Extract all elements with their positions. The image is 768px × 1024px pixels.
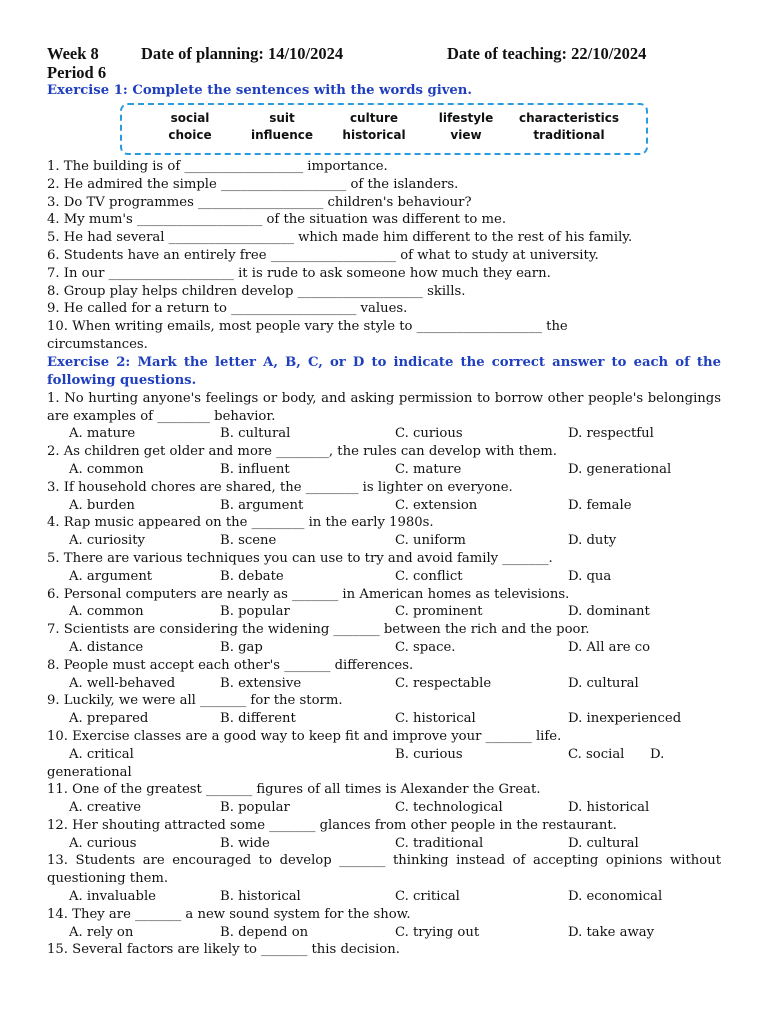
teaching-date: Date of teaching: 22/10/2024 xyxy=(447,44,647,63)
option-d: D. economical xyxy=(568,889,663,905)
week-label: Week 8 xyxy=(47,44,99,63)
options-row xyxy=(47,532,721,550)
sentence: 1. The building is of __________________ importance. xyxy=(47,159,388,174)
options-row xyxy=(47,461,721,479)
option-c: C. technological xyxy=(395,800,503,816)
word-box xyxy=(120,103,648,155)
option-c: C. critical xyxy=(395,889,460,905)
option-c: C. social xyxy=(568,746,625,762)
option-a: A. distance xyxy=(69,639,144,655)
question-text: 6. Personal computers are nearly as _______ in American homes as televisions. xyxy=(47,586,570,602)
option-c: C. prominent xyxy=(395,604,483,620)
options-row xyxy=(47,710,721,728)
sentence: 8. Group play helps children develop ___________________ skills. xyxy=(47,283,466,299)
option-a: A. rely on xyxy=(69,924,134,940)
word-row xyxy=(122,111,646,129)
exercise2-questions xyxy=(47,390,721,960)
option-a: A. curious xyxy=(69,835,137,851)
option-a: A. argument xyxy=(69,568,153,584)
options-row xyxy=(47,497,721,515)
option-a: A. creative xyxy=(69,800,142,816)
question-text: 15. Several factors are likely to _______ this decision. xyxy=(47,942,400,958)
option-d: D. take away xyxy=(568,924,655,940)
sentence: 5. He had several ___________________ which made him different to the rest of his family. xyxy=(47,230,633,246)
option-b: B. influent xyxy=(220,461,290,477)
option-c: C. uniform xyxy=(395,533,466,549)
option-a: A. common xyxy=(69,461,144,477)
option-d: D. historical xyxy=(568,800,650,816)
exercise2-title: Exercise 2: Mark the letter A, B, C, or D to indicate the correct answer to each of the following questions. xyxy=(47,354,721,388)
exercise1-title: Exercise 1: Complete the sentences with the words given. xyxy=(47,83,472,98)
sentence: 3. Do TV programmes ___________________ children's behaviour? xyxy=(47,194,472,210)
option-c: C. mature xyxy=(395,461,462,477)
word: culture xyxy=(349,111,399,125)
option-d: D. All are co xyxy=(568,639,651,655)
option-c: C. traditional xyxy=(395,835,484,851)
options-row xyxy=(47,799,721,817)
question-text: 12. Her shouting attracted some _______ glances from other people in the restaurant. xyxy=(47,817,617,833)
word: influence xyxy=(250,128,314,142)
option-b: B. curious xyxy=(395,746,463,762)
word: social xyxy=(170,111,210,125)
option-b: B. gap xyxy=(220,639,263,655)
option-b: B. popular xyxy=(220,800,290,816)
question-text: 10. Exercise classes are a good way to keep fit and improve your _______ life. xyxy=(47,728,562,744)
option-d: D. respectful xyxy=(568,426,654,442)
option-b: B. argument xyxy=(220,497,304,513)
options-row xyxy=(47,888,721,906)
option-a: A. common xyxy=(69,604,144,620)
question-text: 9. Luckily, we were all _______ for the storm. xyxy=(47,693,343,709)
option-d: D. generational xyxy=(568,461,672,477)
option-b: B. debate xyxy=(220,568,284,584)
option-b: B. popular xyxy=(220,604,290,620)
option-c: C. curious xyxy=(395,426,463,442)
options-row xyxy=(47,924,721,942)
option-d: D. duty xyxy=(568,533,617,549)
option-a: A. critical xyxy=(69,746,134,762)
option-d: D. inexperienced xyxy=(568,711,682,727)
option-c: C. conflict xyxy=(395,568,463,584)
question-text: 4. Rap music appeared on the ________ in the early 1980s. xyxy=(47,515,434,531)
planning-date: Date of planning: 14/10/2024 xyxy=(141,44,344,63)
header-row xyxy=(47,44,721,63)
options-row xyxy=(47,639,721,657)
options-row xyxy=(47,568,721,586)
option-d: D. xyxy=(650,746,665,762)
options-row xyxy=(47,746,721,764)
options-row xyxy=(47,835,721,853)
question-text: 2. As children get older and more ________, the rules can develop with them. xyxy=(47,444,557,460)
word: choice xyxy=(168,128,212,142)
question-text: 3. If household chores are shared, the ________ is lighter on everyone. xyxy=(47,479,513,495)
question-text: 5. There are various techniques you can use to try and avoid family _______. xyxy=(47,550,553,566)
option-b: B. different xyxy=(220,711,296,727)
option-d-text: generational xyxy=(47,764,132,780)
word: view xyxy=(450,128,482,142)
word-row xyxy=(122,128,646,146)
option-b: B. cultural xyxy=(220,426,291,442)
option-d: D. cultural xyxy=(568,835,639,851)
word: traditional xyxy=(533,128,605,142)
option-a: A. prepared xyxy=(69,711,149,727)
option-a: A. burden xyxy=(69,497,135,513)
period-label: Period 6 xyxy=(47,63,107,82)
option-b: B. historical xyxy=(220,889,301,905)
option-c: C. respectable xyxy=(395,675,492,691)
option-b: B. wide xyxy=(220,835,270,851)
word: lifestyle xyxy=(438,111,494,125)
sentence: 6. Students have an entirely free ___________________ of what to study at university. xyxy=(47,247,599,263)
question-text: 8. People must accept each other's _______ differences. xyxy=(47,657,414,673)
option-a: A. well-behaved xyxy=(69,675,176,691)
question-text: 11. One of the greatest _______ figures of all times is Alexander the Great. xyxy=(47,782,541,798)
option-a: A. invaluable xyxy=(69,889,156,905)
option-c: C. historical xyxy=(395,711,476,727)
sentence: 2. He admired the simple ___________________ of the islanders. xyxy=(47,176,459,192)
question-text: 7. Scientists are considering the widening _______ between the rich and the poor. xyxy=(47,622,590,638)
question-text: 13. Students are encouraged to develop _______ thinking instead of accepting opinions without questioning them. xyxy=(47,853,721,887)
sentence: 9. He called for a return to ___________________ values. xyxy=(47,301,408,317)
option-d: D. female xyxy=(568,497,632,513)
option-a: A. curiosity xyxy=(69,533,145,549)
option-c: C. extension xyxy=(395,497,478,513)
question-text: 14. They are _______ a new sound system for the show. xyxy=(47,906,411,922)
options-row xyxy=(47,425,721,443)
sentence: 7. In our ___________________ it is rude to ask someone how much they earn. xyxy=(47,265,551,281)
word: characteristics xyxy=(518,111,620,125)
option-b: B. extensive xyxy=(220,675,302,691)
option-c: C. space. xyxy=(395,639,456,655)
options-row xyxy=(47,603,721,621)
option-d: D. dominant xyxy=(568,604,650,620)
sentence: 10. When writing emails, most people vary the style to ___________________ the circumstances. xyxy=(47,319,568,352)
sentence: 4. My mum's ___________________ of the situation was different to me. xyxy=(47,212,507,228)
option-d: D. cultural xyxy=(568,675,639,691)
worksheet xyxy=(47,44,721,959)
option-c: C. trying out xyxy=(395,924,480,940)
option-b: B. depend on xyxy=(220,924,309,940)
option-d: D. qua xyxy=(568,568,612,584)
option-b: B. scene xyxy=(220,533,277,549)
exercise1-sentences xyxy=(47,158,721,354)
question-text: 1. No hurting anyone's feelings or body, and asking permission to borrow other people's belongings are examples of ________ behavior. xyxy=(47,390,721,424)
word: suit xyxy=(269,111,295,125)
word: historical xyxy=(342,128,406,142)
options-row xyxy=(47,675,721,693)
option-a: A. mature xyxy=(69,426,136,442)
